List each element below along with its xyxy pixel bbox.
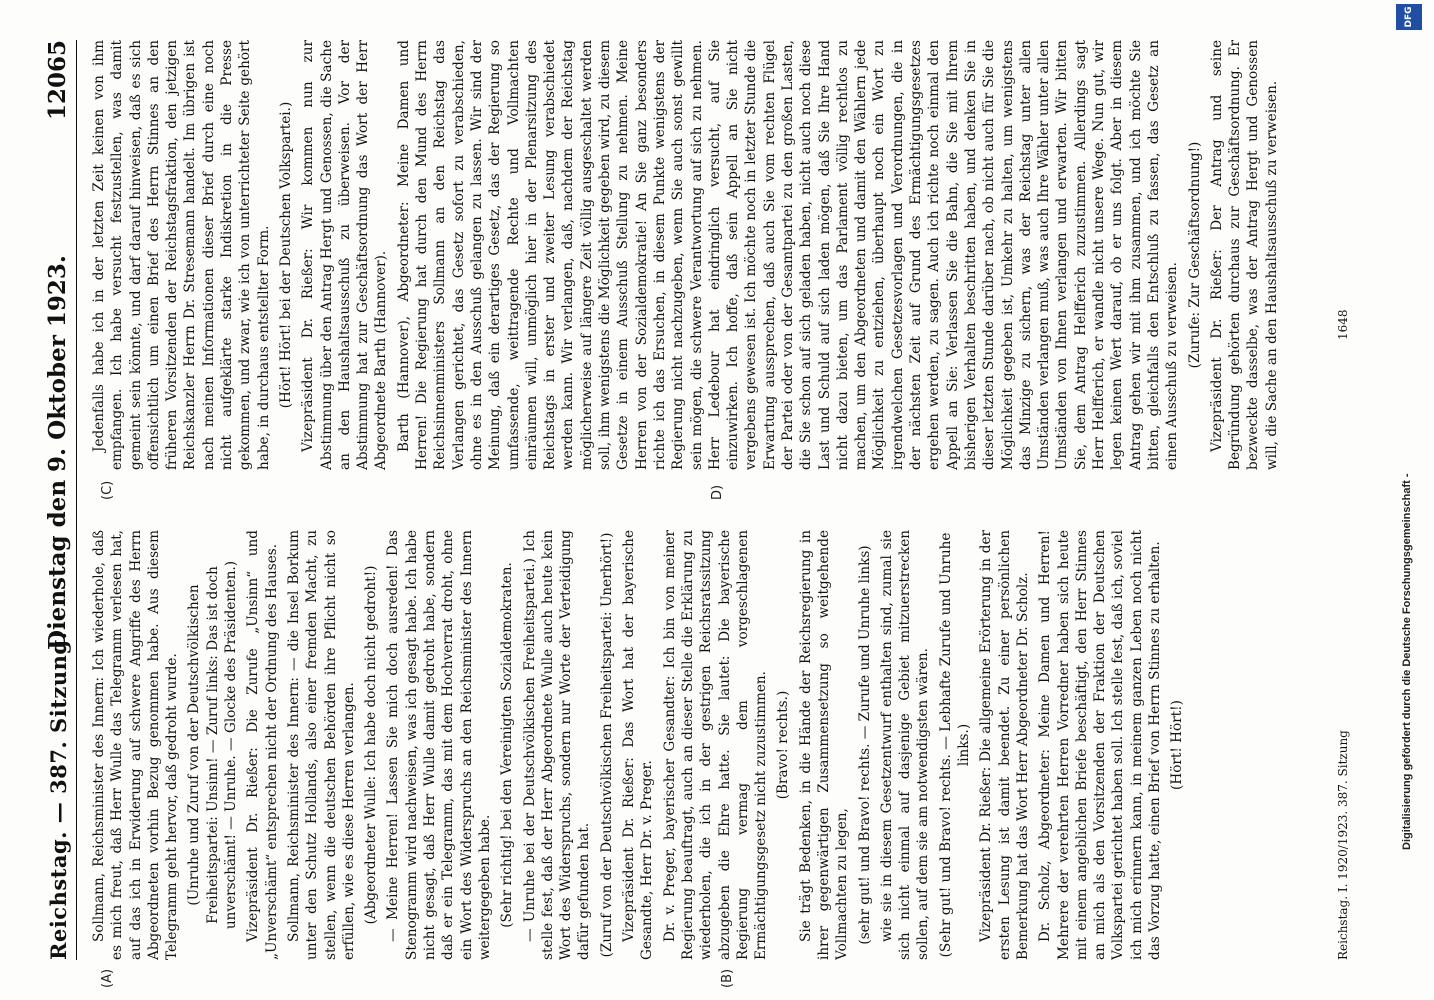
left-text-column: [90, 530, 1320, 960]
footer-reference: Reichstag. I. 1920/1923. 387. Sitzung: [1336, 730, 1350, 960]
header-date: Dienstag den 9. Oktober 1923.: [44, 255, 71, 650]
paragraph: Vizepräsident Dr. Rießer: Die allgemeine Erörterung in der ersten Lesung ist damit beendet. Zu einer persönlichen Bemerkung hat das Wort Herr Abgeordneter Dr. Scholz.: [978, 530, 1031, 960]
paragraph: (Zuruf von der Deutschvölkischen Freiheitspartei: Unerhört!): [598, 532, 615, 958]
paragraph: Dr. v. Preger, bayerischer Gesandter: Ich bin von meiner Regierung beauftragt, auch an dieser Stelle die Erklärung zu wiederholen, die ich in der gestrigen Reichsratssitzung abzugeben die Ehre hatte. Sie lautet: Die bayerische Regierung vermag dem vorgeschlagenen Ermächtigungsgesetz nicht zuzustimmen.: [661, 530, 770, 960]
paragraph: (Sehr richtig! bei den Vereinigten Sozialdemokraten.: [499, 562, 516, 928]
paragraph: (Hört! Hört!): [1169, 700, 1186, 790]
digitization-credit: [1392, 0, 1426, 860]
right-text-column: [90, 40, 1320, 470]
paragraph: Barth (Hannover), Abgeordneter: Meine Damen und Herren! Die Regierung hat durch den Mund des Herrn Reichsinnenministers Sollmann an den Reichstag das Verlangen gerichtet, das Gesetz sofort zu verabschieden, ohne es in den Ausschuß gelangen zu lassen. Wir sind der Meinung, daß ein derartiges Gesetz, das der Regierung so umfassende, weittragende Rechte und Vollmachten einräumen will, unmöglich hier in der Plenarsitzung des Reichstags in erster und zweiter Lesung verabschiedet werden kann. Wir verlangen, daß, nachdem der Reichstag möglicherweise auf längere Zeit völlig ausgeschaltet werden soll, ihm wenigstens die Möglichkeit gegeben wird, zu diesem Gesetze in einem Ausschuß Stellung zu nehmen. Meine Herren von der Sozialdemokratie! An Sie ganz besonders richte ich das Ersuchen, in diesem Punkte wenigstens der Regierung nicht nachzugeben, wenn Sie auch sonst gewillt sein mögen, die schwere Verantwortung auf sich zu nehmen. Herr Ledebour hat eindringlich versucht, auf Sie einzuwirken. Ich hoffe, daß sein Appell an Sie nicht vergebens gewesen ist. Ich möchte noch in letzter Stunde die Erwartung aussprechen, daß auch Sie vom rechten Flügel der Partei oder von der Gesamtpartei zu den großen Lasten, die Sie schon auf sich geladen haben, nicht auch noch diese Last und Schuld auf sich laden mögen, daß Sie Ihre Hand nicht dazu bieten, um das Parlament völlig rechtlos zu machen, um den Abgeordneten und damit den Wählern jede Möglichkeit zu entziehen, überhaupt noch ein Wort zu irgendwelchen Gesetzesvorlagen und Verordnungen, die in der nächsten Zeit auf Grund des Ermächtigungsgesetzes ergehen werden, zu sagen. Auch ich richte noch einmal den Appell an Sie: Verlassen Sie die Bahn, die Sie mit Ihrem bisherigen Verhalten beschritten haben, und denken Sie in dieser letzten Stunde darüber nach, ob nicht auch für Sie die Möglichkeit gegeben ist, Umkehr zu halten, um wenigstens das Minzige zu sichern, was der Reichstag unter allen Umständen verlangen muß, was auch Ihre Wähler unter allen Umständen von Ihnen verlangen und erwarten. Wir bitten Sie, dem Antrag Helfferich zuzustimmen. Allerdings sagt Herr Helfferich, er wandle nicht unsere Wege. Nun gut, wir legen keinen Wert darauf, ob er uns folgt. Aber in diesem Antrag gehen wir mit ihm zusammen, und ich möchte Sie bitten, gleichfalls den Entschluß zu fassen, das Gesetz an einen Ausschuß zu verweisen.: [395, 40, 1181, 470]
paragraph: Vizepräsident Dr. Rießer: Die Zurufe „Unsinn“ und „Unverschämt“ entsprechen nicht der Ordnung des Hauses.: [245, 530, 280, 960]
digitization-credit-text: Digitalisierung gefördert durch die Deutsche Forschungsgemeinschaft -: [1401, 473, 1413, 850]
margin-marker-d: D): [710, 484, 725, 500]
paragraph: wie sie in diesem Gesetzentwurf enthalten sind, zumal sie sich nicht einmal auf dasjenige Gebiet mitzuerstrecken sollen, auf dem sie am notwendigsten wären.: [878, 530, 932, 960]
paragraph: Sie trägt Bedenken, in die Hände der Reichsregierung in ihrer gegenwärtigen Zusammensetzung so weitgehende Vollmachten zu legen,: [797, 530, 851, 960]
paragraph: Vizepräsident Dr. Rießer: Das Wort hat der bayerische Gesandte, Herr Dr. v. Preger.: [621, 530, 656, 960]
paragraph: Sollmann, Reichsminister des Innern: — die Insel Borkum unter den Schutz Hollands, also einer fremden Macht, zu stellen, wenn die deutschen Behörden ihre Pflicht nicht so erfüllen, wie es diese Herren verlangen.: [285, 530, 357, 960]
margin-marker-b: (B): [720, 968, 735, 988]
footer-page-number: 1648: [1336, 309, 1350, 340]
paragraph: (Unruhe und Zuruf von der Deutschvölkischen Freiheitspartei: Unsinn! — Zuruf links: Das ist doch unverschämt! — Unruhe. — Glocke des Präsidenten.): [186, 560, 240, 930]
header-page-number: 12065: [44, 40, 71, 121]
paragraph: (Abgeordneter Wulle: Ich habe doch nicht gedroht!): [363, 565, 380, 925]
header-session: Reichstag. — 387. Sitzung.: [46, 631, 71, 960]
paragraph: — Meine Herren! Lassen Sie mich doch ausreden! Das Stenogramm wird nachweisen, was ich gesagt habe. Ich habe nicht gesagt, daß Herr Wulle damit gedroht habe, sondern daß er ein Telegramm, das mit dem Hochverrat droht, ohne ein Wort des Widerspruchs an den Reichsminister des Innern weitergegeben habe.: [385, 530, 493, 960]
paragraph: — Unruhe bei der Deutschvölkischen Freiheitspartei.) Ich stelle fest, daß der Herr Abgeordnete Wulle auch heute kein Wort des Widerspruchs, sondern nur Worte der Verteidigung dafür gefunden hat.: [521, 530, 593, 960]
page-header: [40, 40, 77, 960]
dfg-logo: DFG: [1396, 4, 1422, 30]
paragraph: (Zurufe: Zur Geschäftsordnung!): [1186, 141, 1203, 369]
paragraph: (Bravo! rechts.): [775, 690, 792, 800]
paragraph: Jedenfalls habe ich in der letzten Zeit keinen von ihm empfangen. Ich habe versucht festzustellen, was damit gemeint sein könnte, und darf darauf hinweisen, daß es sich offensichtlich um einen Brief des Herrn Stinnes an den früheren Vorsitzenden der Reichstagsfraktion, den jetzigen Reichskanzler Herrn Dr. Stresemann handelt. Im übrigen ist nach meinen Informationen dieser Brief durch eine noch nicht aufgeklärte starke Indiskretion in die Presse gekommen, und zwar, wie ich von unterrichteter Seite gehört habe, in durchaus entstellter Form.: [91, 40, 272, 470]
paragraph: (Sehr gut! und Bravo! rechts. — Lebhafte Zurufe und Unruhe links.): [937, 532, 973, 958]
paragraph: Dr. Scholz, Abgeordneter: Meine Damen und Herren! Mehrere der verehrten Herren Vorredner haben sich heute mit einem angeblichen Briefe beschäftigt, den Herr Stinnes an mich als den Vorsitzenden der Fraktion der Deutschen Volkspartei gerichtet haben soll. Ich stelle fest, daß ich, soviel ich mich erinnern kann, in meinem ganzen Leben noch nicht das Vorzug hatte, einen Brief von Herrn Stinnes zu erhalten.: [1037, 530, 1164, 960]
margin-marker-c: (C): [100, 480, 115, 500]
paragraph: (Hört! Hört! bei der Deutschen Volkspartei.): [277, 101, 294, 409]
paragraph: Sollmann, Reichsminister des Innern: Ich wiederhole, daß es mich freut, daß Herr Wulle das Telegramm verlesen hat, auf das ich in Erwiderung auf schwere Angriffe des Herrn Abgeordneten vorhin Bezug genommen habe. Aus diesem Telegramm geht hervor, daß gedroht wurde.: [91, 530, 181, 960]
margin-marker-a: (A): [100, 968, 115, 988]
paragraph: Vizepräsident Dr. Rießer: Der Antrag und seine Begründung gehörten durchaus zur Geschäftsordnung. Er bezweckte dasselbe, was der Antrag Hergt und Genossen will, die Sache an den Haushaltsausschuß zu verweisen.: [1208, 40, 1280, 470]
paragraph: Vizepräsident Dr. Rießer: Wir kommen nun zur Abstimmung über den Antrag Hergt und Genossen, die Sache an den Haushaltsausschuß zu überweisen. Vor der Abstimmung hat zur Geschäftsordnung das Wort der Herr Abgeordnete Barth (Hannover).: [300, 40, 390, 470]
paragraph: (sehr gut! und Bravo! rechts. — Zurufe und Unruhe links): [856, 545, 873, 945]
